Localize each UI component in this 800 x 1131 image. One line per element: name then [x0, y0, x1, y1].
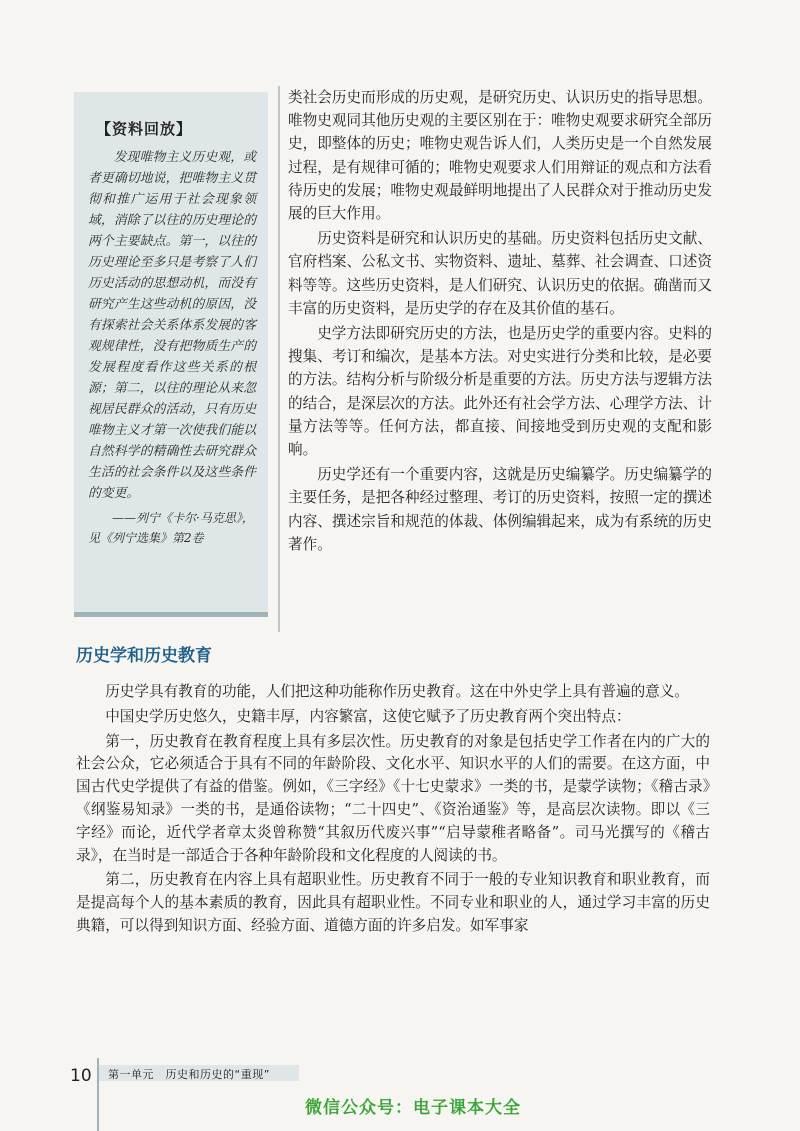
- footer-unit-title: 第一单元 历史和历史的“重现”: [108, 1068, 270, 1081]
- right-paragraph-2: 历史资料是研究和认识历史的基础。历史资料包括历史文献、官府档案、公私文书、实物资料、遗址、墓葬、社会调查、口述资料等等。这些历史资料，是人们研究、认识历史的依据。确凿而又丰富的历史资料，是历史学的存在及其价值的基石。: [288, 230, 712, 317]
- column-divider: [278, 86, 280, 632]
- right-paragraph-1: 类社会历史而形成的历史观，是研究历史、认识历史的指导思想。唯物史观同其他历史观的主要区别在于：唯物史观要求研究全部历史，即整体的历史；唯物史观告诉人们，人类历史是一个自然发展过程，是有规律可循的；唯物史观要求人们用辩证的观点和方法看待历史的发展；唯物史观最鲜明地提出了人民群众对于推动历史发展的巨大作用。: [288, 89, 712, 223]
- sidebar-title: 【资料回放】: [96, 120, 193, 138]
- section-paragraph-4: 第二，历史教育在内容上具有超职业性。历史教育不同于一般的专业知识教育和职业教育，而是提高每个人的基本素质的教育，因此具有超职业性。不同专业和职业的人，通过学习丰富的历史典籍，可以得到知识方面、经验方面、道德方面的许多启发。如军事家: [76, 871, 710, 934]
- page-number: 10: [70, 1066, 92, 1086]
- sidebar-bottom-bar: [74, 612, 268, 617]
- data-review-sidebar: [74, 92, 268, 612]
- right-paragraph-4: 历史学还有一个重要内容，这就是历史编纂学。历史编纂学的主要任务，是把各种经过整理、考订的历史资料，按照一定的撰述内容、撰述宗旨和规范的体裁、体例编辑起来，成为有系统的历史著作。: [288, 466, 712, 553]
- wechat-watermark: 微信公众号：电子课本大全: [305, 1098, 521, 1118]
- section-paragraph-1: 历史学具有教育的功能，人们把这种功能称作历史教育。这在中外史学上具有普遍的意义。: [105, 683, 689, 700]
- sidebar-citation: ——列宁《卡尔·马克思》，见《列宁选集》第2卷: [88, 511, 254, 545]
- section-body: [76, 681, 710, 940]
- right-paragraph-3: 史学方法即研究历史的方法，也是历史学的重要内容。史料的搜集、考订和编次，是基本方法。对史实进行分类和比较，是必要的方法。结构分析与阶级分析是重要的方法。历史方法与逻辑方法的结合，是深层次的方法。此外还有社会学方法、心理学方法、计量方法等等。任何方法，都直接、间接地受到历史观的支配和影响。: [288, 325, 712, 459]
- right-column-text: [288, 86, 712, 556]
- section-paragraph-3: 第一，历史教育在教育程度上具有多层次性。历史教育的对象是包括史学工作者在内的广大的社会公众，它必须适合于具有不同的年龄阶段、文化水平、知识水平的人们的需要。在这方面，中国古代史学提供了有益的借鉴。例如，《三字经》《十七史蒙求》一类的书，是蒙学读物；《稽古录》《纲鉴易知录》一类的书，是通俗读物；“二十四史”、《资治通鉴》等，是高层次读物。即以《三字经》而论，近代学者章太炎曾称赞“其叙历代废兴事”“启导蒙稚者略备”。司马光撰写的《稽古录》，在当时是一部适合于各种年龄阶段和文化程度的人阅读的书。: [76, 732, 710, 864]
- section-paragraph-2: 中国史学历史悠久，史籍丰厚，内容繁富，这使它赋予了历史教育两个突出特点：: [105, 707, 631, 725]
- sidebar-quote: 发现唯物主义历史观，或者更确切地说，把唯物主义贯彻和推广运用于社会现象领域，消除了以往的历史理论的两个主要缺点。第一，以往的历史理论至多只是考察了人们历史活动的思想动机，而没有研究产生这些动机的原因，没有探索社会关系体系发展的客观规律性，没有把物质生产的发展程度看作这些关系的根源；第二，以往的理论从来忽视居民群众的活动，只有历史唯物主义才第一次使我们能以自然科学的精确性去研究群众生活的社会条件以及这些条件的变更。: [88, 150, 256, 501]
- section-heading: 历史学和历史教育: [76, 646, 212, 666]
